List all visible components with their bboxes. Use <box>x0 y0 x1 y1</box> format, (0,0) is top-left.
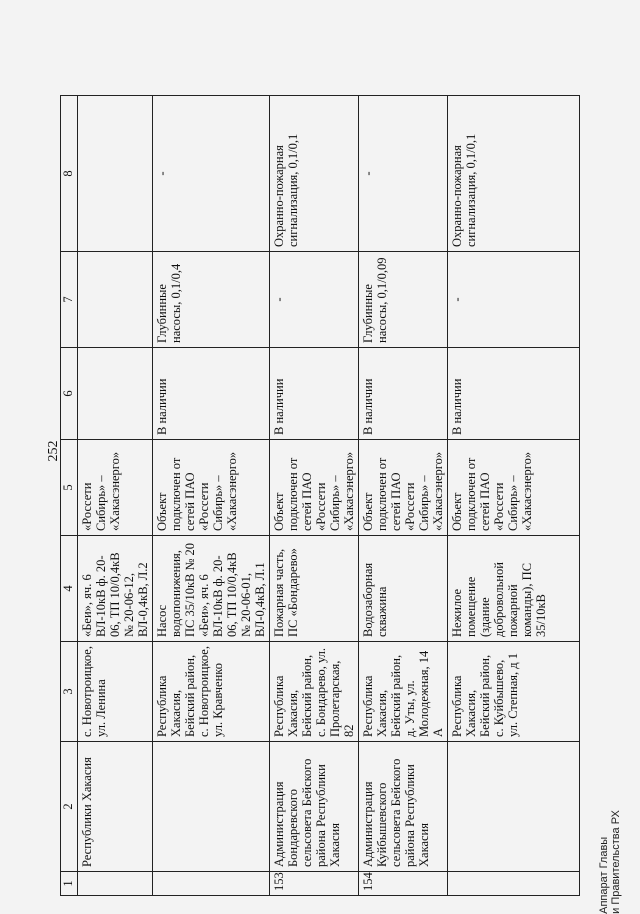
cell-num <box>153 872 270 896</box>
stamp-line-2: и Правительства РХ <box>610 810 622 914</box>
cell-availability: В наличии <box>359 348 448 440</box>
table-row <box>78 96 153 896</box>
table-row <box>153 96 270 896</box>
cell-owner <box>448 742 580 872</box>
cell-address: Республика Хакасия, Бейский район, д. Уты, ул. Молодежная, 14 А <box>359 642 448 742</box>
cell-num <box>78 872 153 896</box>
cell-availability <box>78 348 153 440</box>
header-row <box>61 96 78 896</box>
cell-connection: Объект подключен от сетей ПАО «Россети Сибирь» – «Хакасэнерго» <box>270 440 359 536</box>
cell-object: «Беи», яч. 6 ВЛ-10кВ ф. 20-06, ТП 10/0,4кВ № 20-06-12, ВЛ-0,4кВ, Л.2 <box>78 536 153 642</box>
cell-owner <box>153 742 270 872</box>
header-col-4: 4 <box>61 536 78 642</box>
table-row <box>270 96 359 896</box>
cell-connection: Объект подключен от сетей ПАО «Россети Сибирь» – «Хакасэнерго» <box>153 440 270 536</box>
header-col-2: 2 <box>61 742 78 872</box>
cell-notes: - <box>359 96 448 252</box>
header-col-5: 5 <box>61 440 78 536</box>
cell-num: 154 <box>359 872 448 896</box>
header-col-3: 3 <box>61 642 78 742</box>
cell-notes <box>78 96 153 252</box>
cell-object: Насос водопонижения, ПС 35/10кВ № 20 «Беи», яч. 6 ВЛ-10кВ ф. 20-06, ТП 10/0,4кВ № 20-06-01, ВЛ-0,4кВ, Л.1 <box>153 536 270 642</box>
cell-connection: Объект подключен от сетей ПАО «Россети Сибирь» – «Хакасэнерго» <box>359 440 448 536</box>
rotated-table-container <box>60 96 580 896</box>
stamp-line-1: Аппарат Главы <box>598 836 610 914</box>
cell-equipment: - <box>270 252 359 348</box>
header-col-8: 8 <box>61 96 78 252</box>
cell-object: Пожарная часть, ПС «Бондарево» <box>270 536 359 642</box>
header-col-1: 1 <box>61 872 78 896</box>
cell-address: Республика Хакасия, Бейский район, с. Новотроицкое, ул. Кравченко <box>153 642 270 742</box>
cell-address: Республика Хакасия, Бейский район, с. Бондарево, ул. Пролетарская, 82 <box>270 642 359 742</box>
header-col-7: 7 <box>61 252 78 348</box>
cell-object: Водозаборная скважина <box>359 536 448 642</box>
cell-availability: В наличии <box>448 348 580 440</box>
cell-object: Нежилое помещение (здание добровольной пожарной команды), ПС 35/10кВ <box>448 536 580 642</box>
cell-equipment <box>78 252 153 348</box>
table-row <box>448 96 580 896</box>
cell-equipment: - <box>448 252 580 348</box>
cell-notes: Охранно-пожарная сигнализация, 0,1/0,1 <box>448 96 580 252</box>
cell-owner: Республики Хакасия <box>78 742 153 872</box>
cell-owner: Администрация Бондаревского сельсовета Бейского района Республики Хакасия <box>270 742 359 872</box>
office-stamp <box>598 810 622 914</box>
cell-equipment: Глубинные насосы, 0,1/0,09 <box>359 252 448 348</box>
table-row <box>359 96 448 896</box>
cell-connection: Объект подключен от сетей ПАО «Россети Сибирь» – «Хакасэнерго» <box>448 440 580 536</box>
cell-address: с. Новотроицкое, ул. Ленина <box>78 642 153 742</box>
cell-connection: «Россети Сибирь» – «Хакасэнерго» <box>78 440 153 536</box>
page-number: 252 <box>46 440 61 462</box>
cell-owner: Администрация Куйбышевского сельсовета Бейского района Республики Хакасия <box>359 742 448 872</box>
cell-availability: В наличии <box>153 348 270 440</box>
power-objects-table <box>60 95 580 896</box>
cell-notes: Охранно-пожарная сигнализация, 0,1/0,1 <box>270 96 359 252</box>
cell-num: 153 <box>270 872 359 896</box>
cell-equipment: Глубинные насосы, 0,1/0,4 <box>153 252 270 348</box>
cell-address: Республика Хакасия, Бейский район, с. Куйбышево, ул. Степная, д 1 <box>448 642 580 742</box>
cell-num <box>448 872 580 896</box>
header-col-6: 6 <box>61 348 78 440</box>
cell-availability: В наличии <box>270 348 359 440</box>
cell-notes: - <box>153 96 270 252</box>
